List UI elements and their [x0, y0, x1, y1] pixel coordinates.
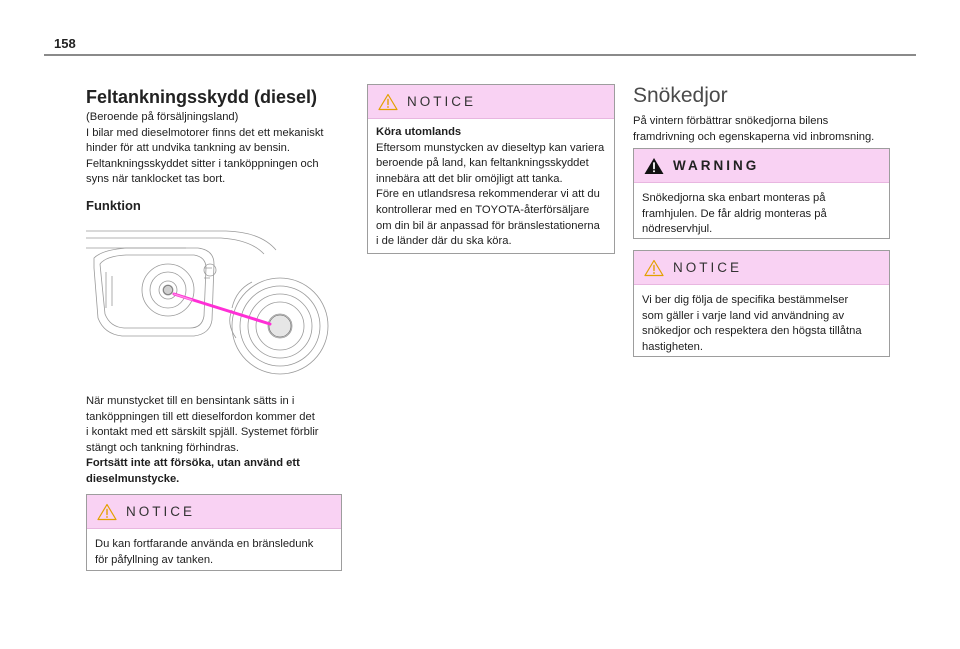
notice-line: innebära att det blir omöjligt att tanka.	[376, 172, 563, 185]
body-line: i kontakt med ett särskilt spjäll. Systemet förblir	[86, 426, 319, 439]
notice-line: beroende på land, kan feltankningsskyddet	[376, 157, 589, 170]
notice-line: Eftersom munstycken av dieseltyp kan variera	[376, 141, 605, 154]
bold-instruction-line: Fortsätt inte att försöka, utan använd ett	[86, 457, 300, 470]
body-line: stängt och tankning förhindras.	[86, 441, 239, 454]
intro-line: I bilar med dieselmotorer finns det ett mekaniskt	[86, 126, 324, 139]
section-title-snow-chains: Snökedjor	[633, 84, 728, 107]
notice-line: för påfyllning av tanken.	[95, 553, 214, 566]
notice-line: i de länder där du ska köra.	[376, 235, 512, 248]
notice-header	[368, 85, 614, 119]
warning-line: Snökedjorna ska enbart monteras på	[642, 192, 826, 204]
notice-line: snökedjor och respektera den högsta tillåtna	[642, 325, 862, 338]
section-title-misfuel: Feltankningsskydd (diesel)	[86, 87, 318, 107]
warning-line: framhjulen. De får aldrig monteras på	[642, 207, 827, 220]
notice-header	[634, 251, 889, 285]
intro-line: (Beroende på försäljningsland)	[86, 111, 239, 123]
warning-header	[634, 149, 889, 183]
notice-body	[634, 285, 889, 363]
warning-triangle-icon	[644, 157, 664, 175]
body-line: När munstycket till en bensintank sätts in i	[86, 395, 295, 407]
warning-line: nödreservhjul.	[642, 223, 713, 236]
notice-label: NOTICE	[407, 94, 477, 109]
warning-label: WARNING	[673, 158, 760, 173]
notice-triangle-icon	[378, 93, 398, 111]
intro-line: framdrivning och egenskaperna vid inbromsning.	[633, 130, 875, 143]
function-text	[86, 394, 356, 488]
warning-box	[633, 148, 890, 239]
body-line: tanköppningen till ett dieselfordon kommer det	[86, 410, 315, 423]
intro-line: hinder för att undvika tankning av bensin.	[86, 142, 290, 155]
notice-line: Vi ber dig följa de specifika bestämmelser	[642, 294, 849, 306]
notice-heading: Köra utomlands	[376, 126, 462, 138]
notice-line: Du kan fortfarande använda en bränsledunk	[95, 538, 314, 550]
notice-line: som gäller i varje land vid användning av	[642, 309, 845, 322]
notice-line: hastigheten.	[642, 340, 703, 353]
notice-box-snow	[633, 250, 890, 357]
notice-label: NOTICE	[126, 504, 196, 519]
notice-triangle-icon	[644, 259, 664, 277]
intro-line: På vintern förbättrar snökedjorna bilens	[633, 115, 829, 127]
intro-line: syns när tanklocket tas bort.	[86, 173, 226, 186]
subheading-funktion: Funktion	[86, 198, 141, 213]
notice-body	[368, 119, 614, 258]
intro-text	[86, 110, 356, 188]
notice-header	[87, 495, 341, 529]
top-rule	[44, 54, 916, 56]
notice-line: Före en utlandsresa rekommenderar vi att du	[376, 188, 600, 201]
page-number: 158	[54, 36, 76, 51]
notice-line: kontrollerar med en TOYOTA-återförsäljare	[376, 203, 590, 216]
notice-triangle-icon	[97, 503, 117, 521]
notice-line: om din bil är anpassad för bränslestationerna	[376, 219, 600, 232]
notice-label: NOTICE	[673, 260, 743, 275]
intro-line: Feltankningsskyddet sitter i tanköppningen och	[86, 157, 319, 170]
fuel-filler-illustration	[86, 228, 336, 378]
notice-body	[87, 529, 341, 576]
bold-instruction-line: dieselmunstycke.	[86, 472, 180, 485]
notice-box-left	[86, 494, 342, 571]
notice-box-abroad	[367, 84, 615, 254]
snow-chains-intro	[633, 114, 903, 145]
warning-body	[634, 183, 889, 246]
